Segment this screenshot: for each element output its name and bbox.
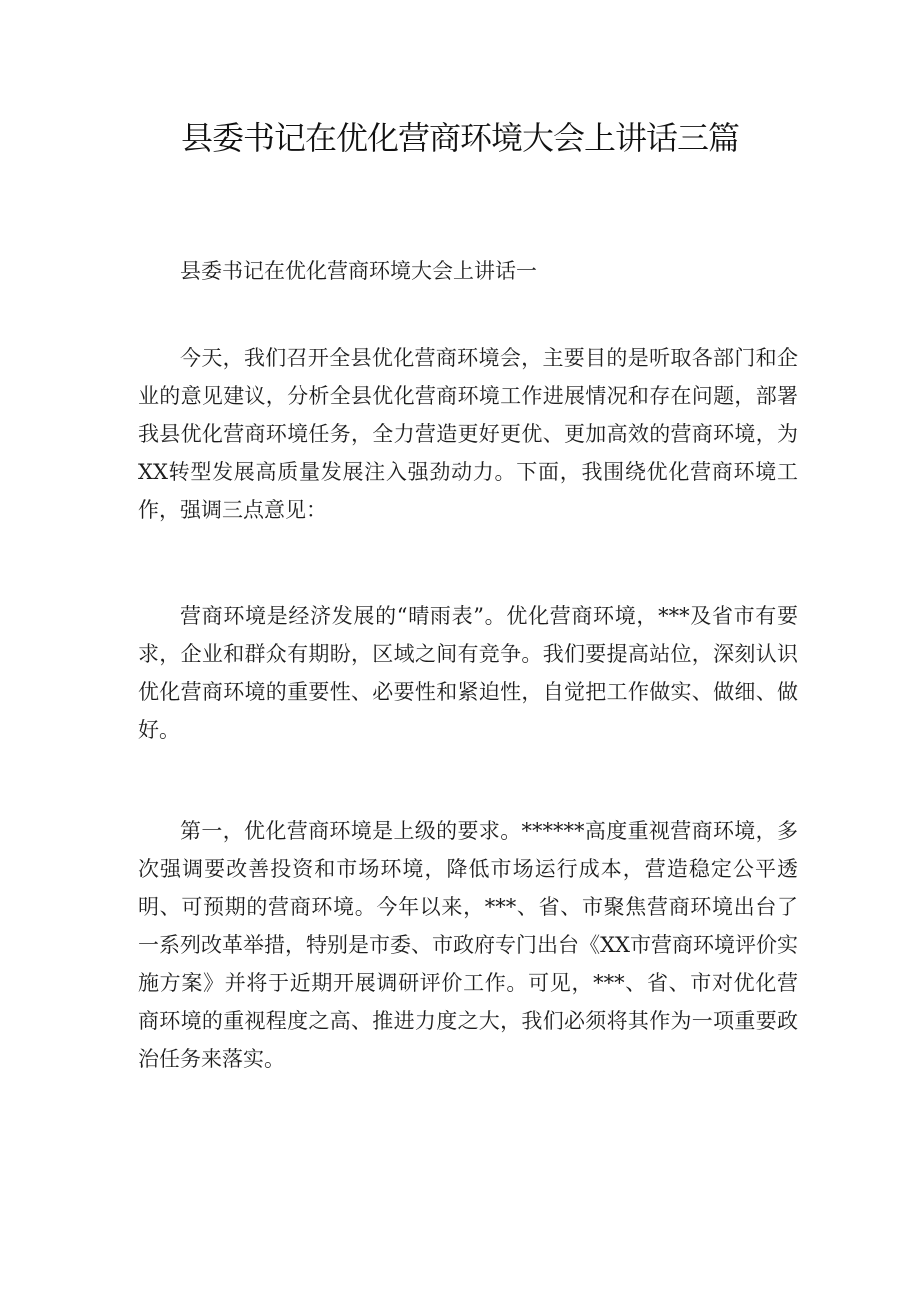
body-paragraph-3: 第一，优化营商环境是上级的要求。******高度重视营商环境，多次强调要改善投资和市场环境，降低市场运行成本，营造稳定公平透明、可预期的营商环境。今年以来，***、省、市聚焦营商环境出台了一系列改革举措，特别是市委、市政府专门出台《XX市营商环境评价实施方案》并将于近期开展调研评价工作。可见，***、省、市对优化营商环境的重视程度之高、推进力度之大，我们必须将其作为一项重要政治任务来落实。 (138, 819, 798, 1071)
section-heading: 县委书记在优化营商环境大会上讲话一 (180, 259, 537, 283)
document-title: 县委书记在优化营商环境大会上讲话三篇 (180, 119, 739, 157)
body-paragraph-2: 营商环境是经济发展的“晴雨表”。优化营商环境，***及省市有要求，企业和群众有期盼，区域之间有竞争。我们要提高站位，深刻认识优化营商环境的重要性、必要性和紧迫性，自觉把工作做实、做细、做好。 (138, 604, 798, 742)
body-paragraph-1: 今天，我们召开全县优化营商环境会，主要目的是听取各部门和企业的意见建议，分析全县优化营商环境工作进展情况和存在问题，部署我县优化营商环境任务，全力营造更好更优、更加高效的营商环境，为XX转型发展高质量发展注入强劲动力。下面，我围绕优化营商环境工作，强调三点意见： (138, 346, 798, 522)
